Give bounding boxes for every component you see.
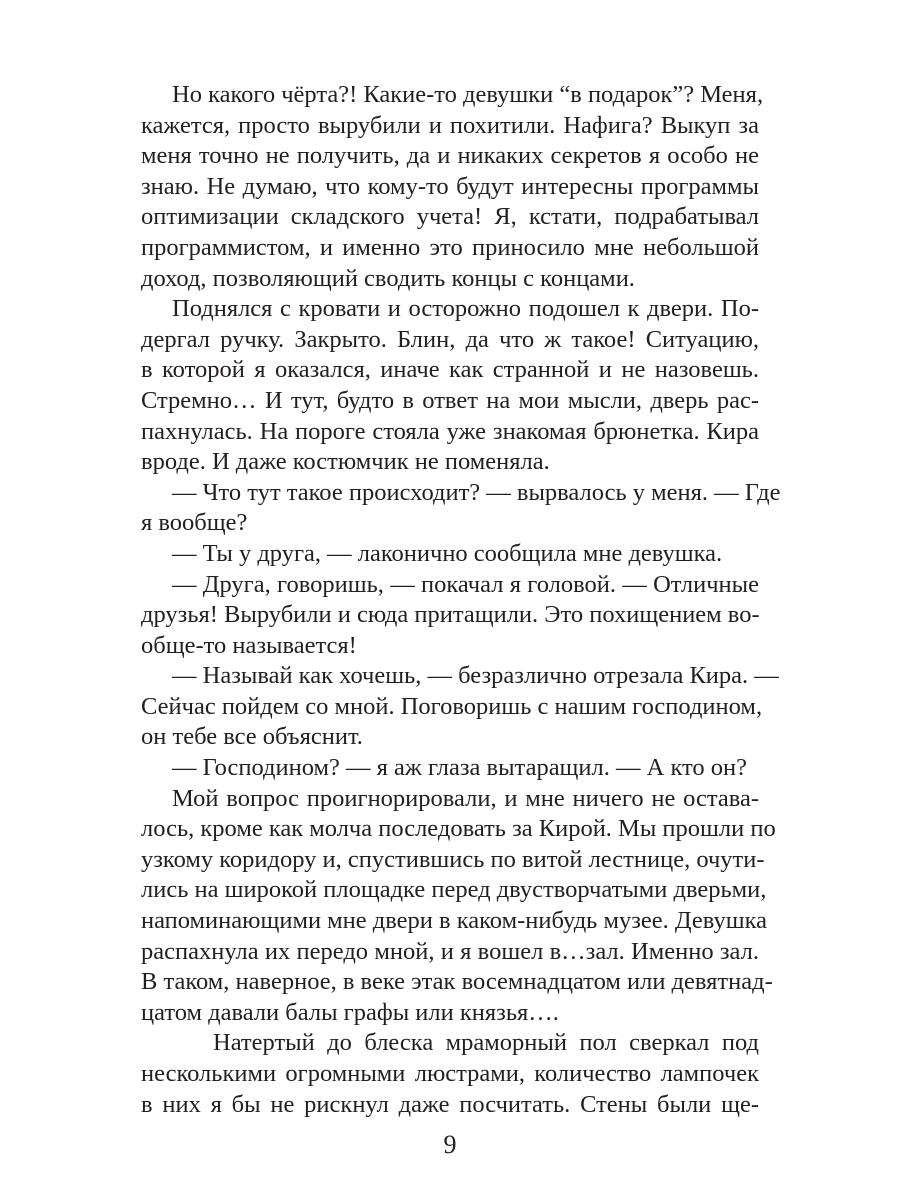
text-line: в которой я оказался, иначе как странной и не назовешь. — [141, 356, 759, 384]
text-line: В таком, наверное, в веке этак восемнадцатом или девятнад- — [141, 968, 773, 996]
text-line: Стремно… И тут, будто в ответ на мои мысли, дверь рас- — [141, 386, 759, 414]
text-line: знаю. Не думаю, что кому-то будут интересны программы — [141, 172, 759, 200]
text-line: программистом, и именно это приносило мне небольшой — [141, 233, 759, 261]
text-line: — Называй как хочешь, — безразлично отрезала Кира. — — [172, 662, 779, 690]
text-line: он тебе все объяснит. — [141, 723, 363, 751]
text-line: — Ты у друга, — лаконично сообщила мне девушка. — [172, 539, 723, 567]
text-line: друзья! Вырубили и сюда притащили. Это похищением во- — [141, 601, 760, 629]
text-line: несколькими огромными люстрами, количество лампочек — [141, 1060, 759, 1087]
text-line: лось, кроме как молча последовать за Кирой. Мы прошли по — [141, 815, 776, 843]
text-line: оптимизации складского учета! Я, кстати, подрабатывал — [141, 203, 759, 231]
text-line: доход, позволяющий сводить концы с концами. — [141, 264, 635, 292]
body-text — [141, 80, 781, 1120]
text-line: обще-то называется! — [141, 631, 357, 659]
text-line: Поднялся с кровати и осторожно подошел к двери. По- — [172, 295, 759, 323]
page-number: 9 — [443, 1130, 457, 1159]
text-line: узкому коридору и, спустившись по витой лестнице, очути- — [141, 845, 765, 873]
text-line: меня точно не получить, да и никаких секретов я особо не — [141, 142, 759, 170]
text-line: Натертый до блеска мраморный пол сверкал под — [213, 1029, 759, 1057]
text-line: напоминающими мне двери в каком-нибудь музее. Девушка — [141, 907, 768, 935]
text-line: — Что тут такое происходит? — вырвалось у меня. — Где — [172, 478, 781, 506]
text-line: пахнулась. На пороге стояла уже знакомая брюнетка. Кира — [141, 417, 759, 445]
text-line: в них я бы не рискнул даже посчитать. Стены были ще- — [141, 1090, 759, 1118]
text-line: цатом давали балы графы или князья…. — [141, 998, 559, 1026]
text-line: кажется, просто вырубили и похитили. Нафига? Выкуп за — [141, 111, 759, 139]
text-line: — Друга, говоришь, — покачал я головой. — Отличные — [172, 570, 759, 598]
text-line: Но какого чёрта?! Какие-то девушки “в подарок”? Меня, — [172, 81, 764, 108]
text-line: вроде. И даже костюмчик не поменяла. — [141, 448, 550, 476]
text-line: я вообще? — [141, 509, 248, 537]
text-line: Мой вопрос проигнорировали, и мне ничего не остава- — [172, 784, 759, 812]
text-line: Сейчас пойдем со мной. Поговоришь с нашим господином, — [141, 692, 763, 720]
text-line: дергал ручку. Закрыто. Блин, да что ж такое! Ситуацию, — [141, 325, 759, 353]
text-line: — Господином? — я аж глаза вытаращил. — А кто он? — [172, 754, 748, 782]
text-line: распахнула их передо мной, и я вошел в…зал. Именно зал. — [141, 937, 759, 965]
text-line: лись на широкой площадке перед двустворчатыми дверьми, — [141, 876, 767, 904]
